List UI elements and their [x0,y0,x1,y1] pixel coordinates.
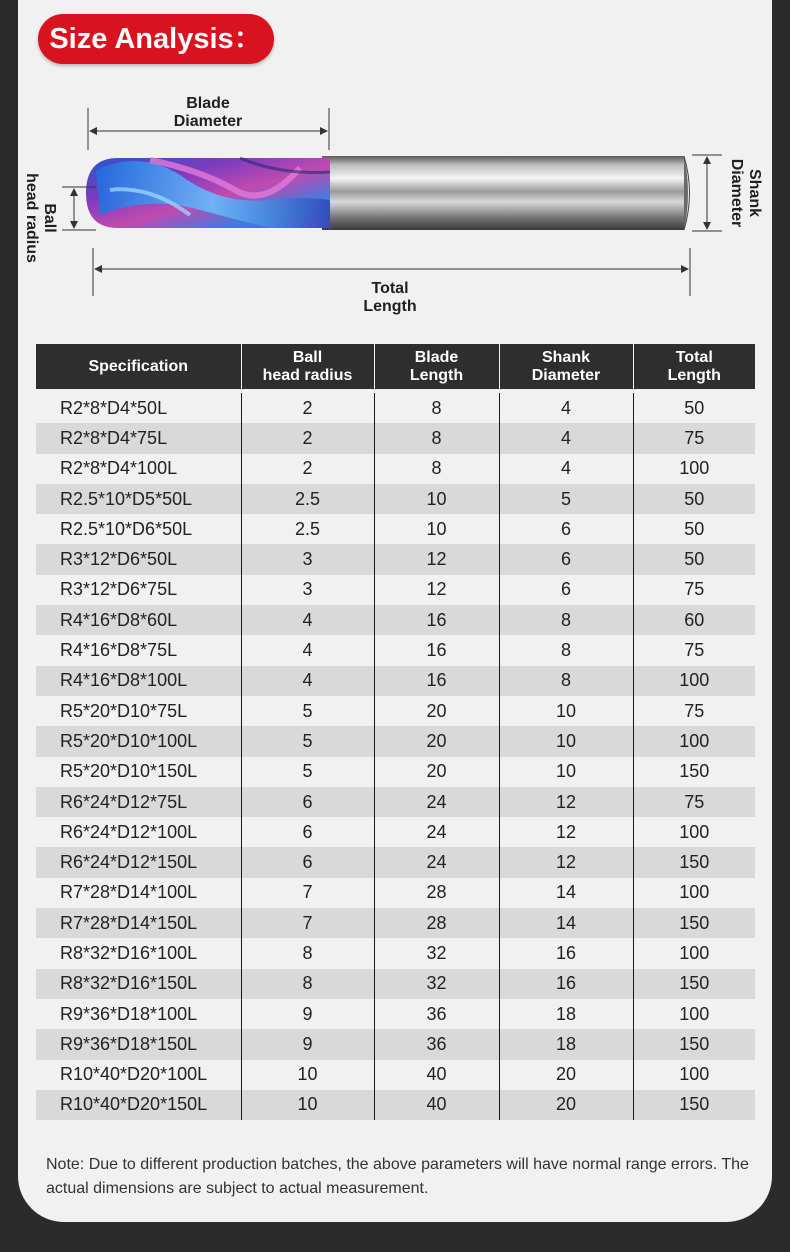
cell-shank-diameter: 8 [499,666,633,696]
cell-blade-length: 12 [374,544,499,574]
cell-blade-length: 16 [374,666,499,696]
table-row [36,757,755,787]
cell-total-length: 75 [633,575,755,605]
cell-ball-radius: 7 [241,878,374,908]
table-row [36,969,755,999]
cell-ball-radius: 4 [241,666,374,696]
cell-ball-radius: 2 [241,454,374,484]
cell-specification: R2*8*D4*50L [36,391,241,423]
cell-shank-diameter: 10 [499,726,633,756]
disclaimer-note: Note: Due to different production batches, the above parameters will have normal range errors. The actual dimensions are subject to actual measurement. [46,1156,749,1197]
cell-shank-diameter: 12 [499,847,633,877]
cell-total-length: 60 [633,605,755,635]
cell-specification: R6*24*D12*150L [36,847,241,877]
cell-ball-radius: 5 [241,757,374,787]
table-row [36,454,755,484]
table-row [36,726,755,756]
header-blade-length: Blade Length [374,344,499,391]
cell-blade-length: 24 [374,817,499,847]
cell-total-length: 150 [633,847,755,877]
cell-total-length: 50 [633,484,755,514]
cell-total-length: 50 [633,391,755,423]
cell-total-length: 150 [633,1090,755,1120]
cell-shank-diameter: 8 [499,605,633,635]
cell-blade-length: 16 [374,605,499,635]
cell-blade-length: 20 [374,757,499,787]
blade-diameter-label: Blade Diameter [173,95,243,130]
table-row [36,575,755,605]
cell-shank-diameter: 16 [499,938,633,968]
cell-specification: R10*40*D20*100L [60,1064,208,1085]
cell-shank-diameter: 14 [499,908,633,938]
cell-ball-radius: 6 [241,817,374,847]
cell-total-length: 100 [633,999,755,1029]
cell-blade-length: 24 [374,787,499,817]
cell-total-length: 150 [633,1029,755,1059]
cell-blade-length: 8 [374,391,499,423]
cell-specification: R2.5*10*D5*50L [36,484,241,514]
shank-diameter-label: Shank Diameter [728,158,763,228]
cell-blade-length: 12 [374,575,499,605]
cell-specification: R7*28*D14*100L [60,882,198,903]
cell-specification: R5*20*D10*100L [36,726,241,756]
cell-blade-length: 16 [374,635,499,665]
shank-diameter-dimension [692,155,722,231]
cell-total-length: 50 [633,544,755,574]
cell-blade-length: 40 [374,1060,499,1090]
cell-specification: R2*8*D4*100L [60,458,178,479]
cell-shank-diameter: 5 [499,484,633,514]
cell-blade-length: 28 [374,878,499,908]
cell-shank-diameter: 12 [499,817,633,847]
cell-blade-length: 10 [374,484,499,514]
cell-ball-radius: 10 [241,1060,374,1090]
cell-shank-diameter: 10 [499,696,633,726]
table-row [36,938,755,968]
cell-ball-radius: 2 [241,391,374,423]
cell-shank-diameter: 16 [499,969,633,999]
cell-ball-radius: 3 [241,575,374,605]
table-row [36,787,755,817]
cell-blade-length: 32 [374,969,499,999]
cell-ball-radius: 2.5 [241,514,374,544]
table-row [36,666,755,696]
table-row [36,817,755,847]
table-row [36,908,755,938]
cell-shank-diameter: 20 [499,1060,633,1090]
specification-table [36,344,755,1120]
cell-ball-radius: 4 [241,635,374,665]
table-row [36,999,755,1029]
cell-ball-radius: 9 [241,1029,374,1059]
table-header-row [36,344,755,391]
cell-specification: R9*36*D18*150L [36,1029,241,1059]
table-row [36,1029,755,1059]
cell-ball-radius: 9 [241,999,374,1029]
cell-blade-length: 40 [374,1090,499,1120]
total-length-label: Total Length [363,280,417,315]
cell-specification: R3*12*D6*75L [60,579,178,600]
cell-specification: R6*24*D12*75L [36,787,241,817]
cell-total-length: 100 [633,817,755,847]
cell-shank-diameter: 14 [499,878,633,908]
table-row [36,514,755,544]
blade [86,158,330,228]
table-row [36,423,755,453]
table-row [36,696,755,726]
cell-ball-radius: 2 [241,423,374,453]
cell-ball-radius: 10 [241,1090,374,1120]
cell-specification: R10*40*D20*150L [36,1090,241,1120]
cell-ball-radius: 6 [241,847,374,877]
cell-shank-diameter: 18 [499,999,633,1029]
cell-shank-diameter: 12 [499,787,633,817]
table-row [36,391,755,423]
cell-shank-diameter: 6 [499,544,633,574]
header-specification: Specification [36,344,241,391]
cell-specification: R4*16*D8*100L [36,666,241,696]
cell-ball-radius: 2.5 [241,484,374,514]
cell-ball-radius: 8 [241,969,374,999]
cell-shank-diameter: 4 [499,391,633,423]
cell-ball-radius: 8 [241,938,374,968]
cell-total-length: 100 [633,454,755,484]
cell-specification: R4*16*D8*60L [36,605,241,635]
cell-specification: R8*32*D16*150L [36,969,241,999]
cell-total-length: 100 [633,878,755,908]
cell-specification: R2.5*10*D6*50L [60,518,193,539]
cell-total-length: 75 [633,787,755,817]
table-row [36,544,755,574]
cell-ball-radius: 5 [241,696,374,726]
cell-blade-length: 32 [374,938,499,968]
cell-blade-length: 8 [374,423,499,453]
cell-specification: R9*36*D18*100L [60,1003,198,1024]
cell-total-length: 150 [633,757,755,787]
cell-total-length: 100 [633,938,755,968]
cell-blade-length: 36 [374,999,499,1029]
shank [322,156,690,230]
cell-specification: R4*16*D8*75L [60,640,178,661]
table-row [36,635,755,665]
header-ball-head-radius: Ball head radius [241,344,374,391]
table-row [36,605,755,635]
cell-shank-diameter: 6 [499,575,633,605]
cell-blade-length: 20 [374,726,499,756]
cell-shank-diameter: 4 [499,454,633,484]
table-row [36,847,755,877]
cell-shank-diameter: 20 [499,1090,633,1120]
cell-blade-length: 10 [374,514,499,544]
cell-specification: R6*24*D12*100L [60,821,198,842]
cell-blade-length: 36 [374,1029,499,1059]
cell-blade-length: 8 [374,454,499,484]
cell-ball-radius: 7 [241,908,374,938]
table-row [36,484,755,514]
cell-total-length: 75 [633,696,755,726]
cell-specification: R2*8*D4*75L [36,423,241,453]
cell-total-length: 50 [633,514,755,544]
cell-blade-length: 24 [374,847,499,877]
cell-specification: R5*20*D10*150L [60,761,198,782]
cell-blade-length: 28 [374,908,499,938]
cell-total-length: 100 [633,1060,755,1090]
cell-shank-diameter: 10 [499,757,633,787]
header-shank-diameter: Shank Diameter [499,344,633,391]
cell-shank-diameter: 8 [499,635,633,665]
cell-total-length: 75 [633,423,755,453]
cell-blade-length: 20 [374,696,499,726]
cell-specification: R7*28*D14*150L [36,908,241,938]
cell-specification: R3*12*D6*50L [36,544,241,574]
table-row [36,1060,755,1090]
table-row [36,1090,755,1120]
cell-shank-diameter: 6 [499,514,633,544]
cell-shank-diameter: 18 [499,1029,633,1059]
cell-ball-radius: 6 [241,787,374,817]
cell-ball-radius: 5 [241,726,374,756]
cell-total-length: 75 [633,635,755,665]
table-row [36,878,755,908]
cell-total-length: 100 [633,666,755,696]
cell-total-length: 150 [633,908,755,938]
ball-head-radius-label: Ball head radius [23,173,58,263]
cell-specification: R8*32*D16*100L [60,942,198,963]
cell-total-length: 150 [633,969,755,999]
section-title: Size Analysis： [38,14,274,64]
cell-specification: R5*20*D10*75L [60,700,188,721]
cell-ball-radius: 3 [241,544,374,574]
cell-shank-diameter: 4 [499,423,633,453]
header-total-length: Total Length [633,344,755,391]
cell-ball-radius: 4 [241,605,374,635]
cell-total-length: 100 [633,726,755,756]
